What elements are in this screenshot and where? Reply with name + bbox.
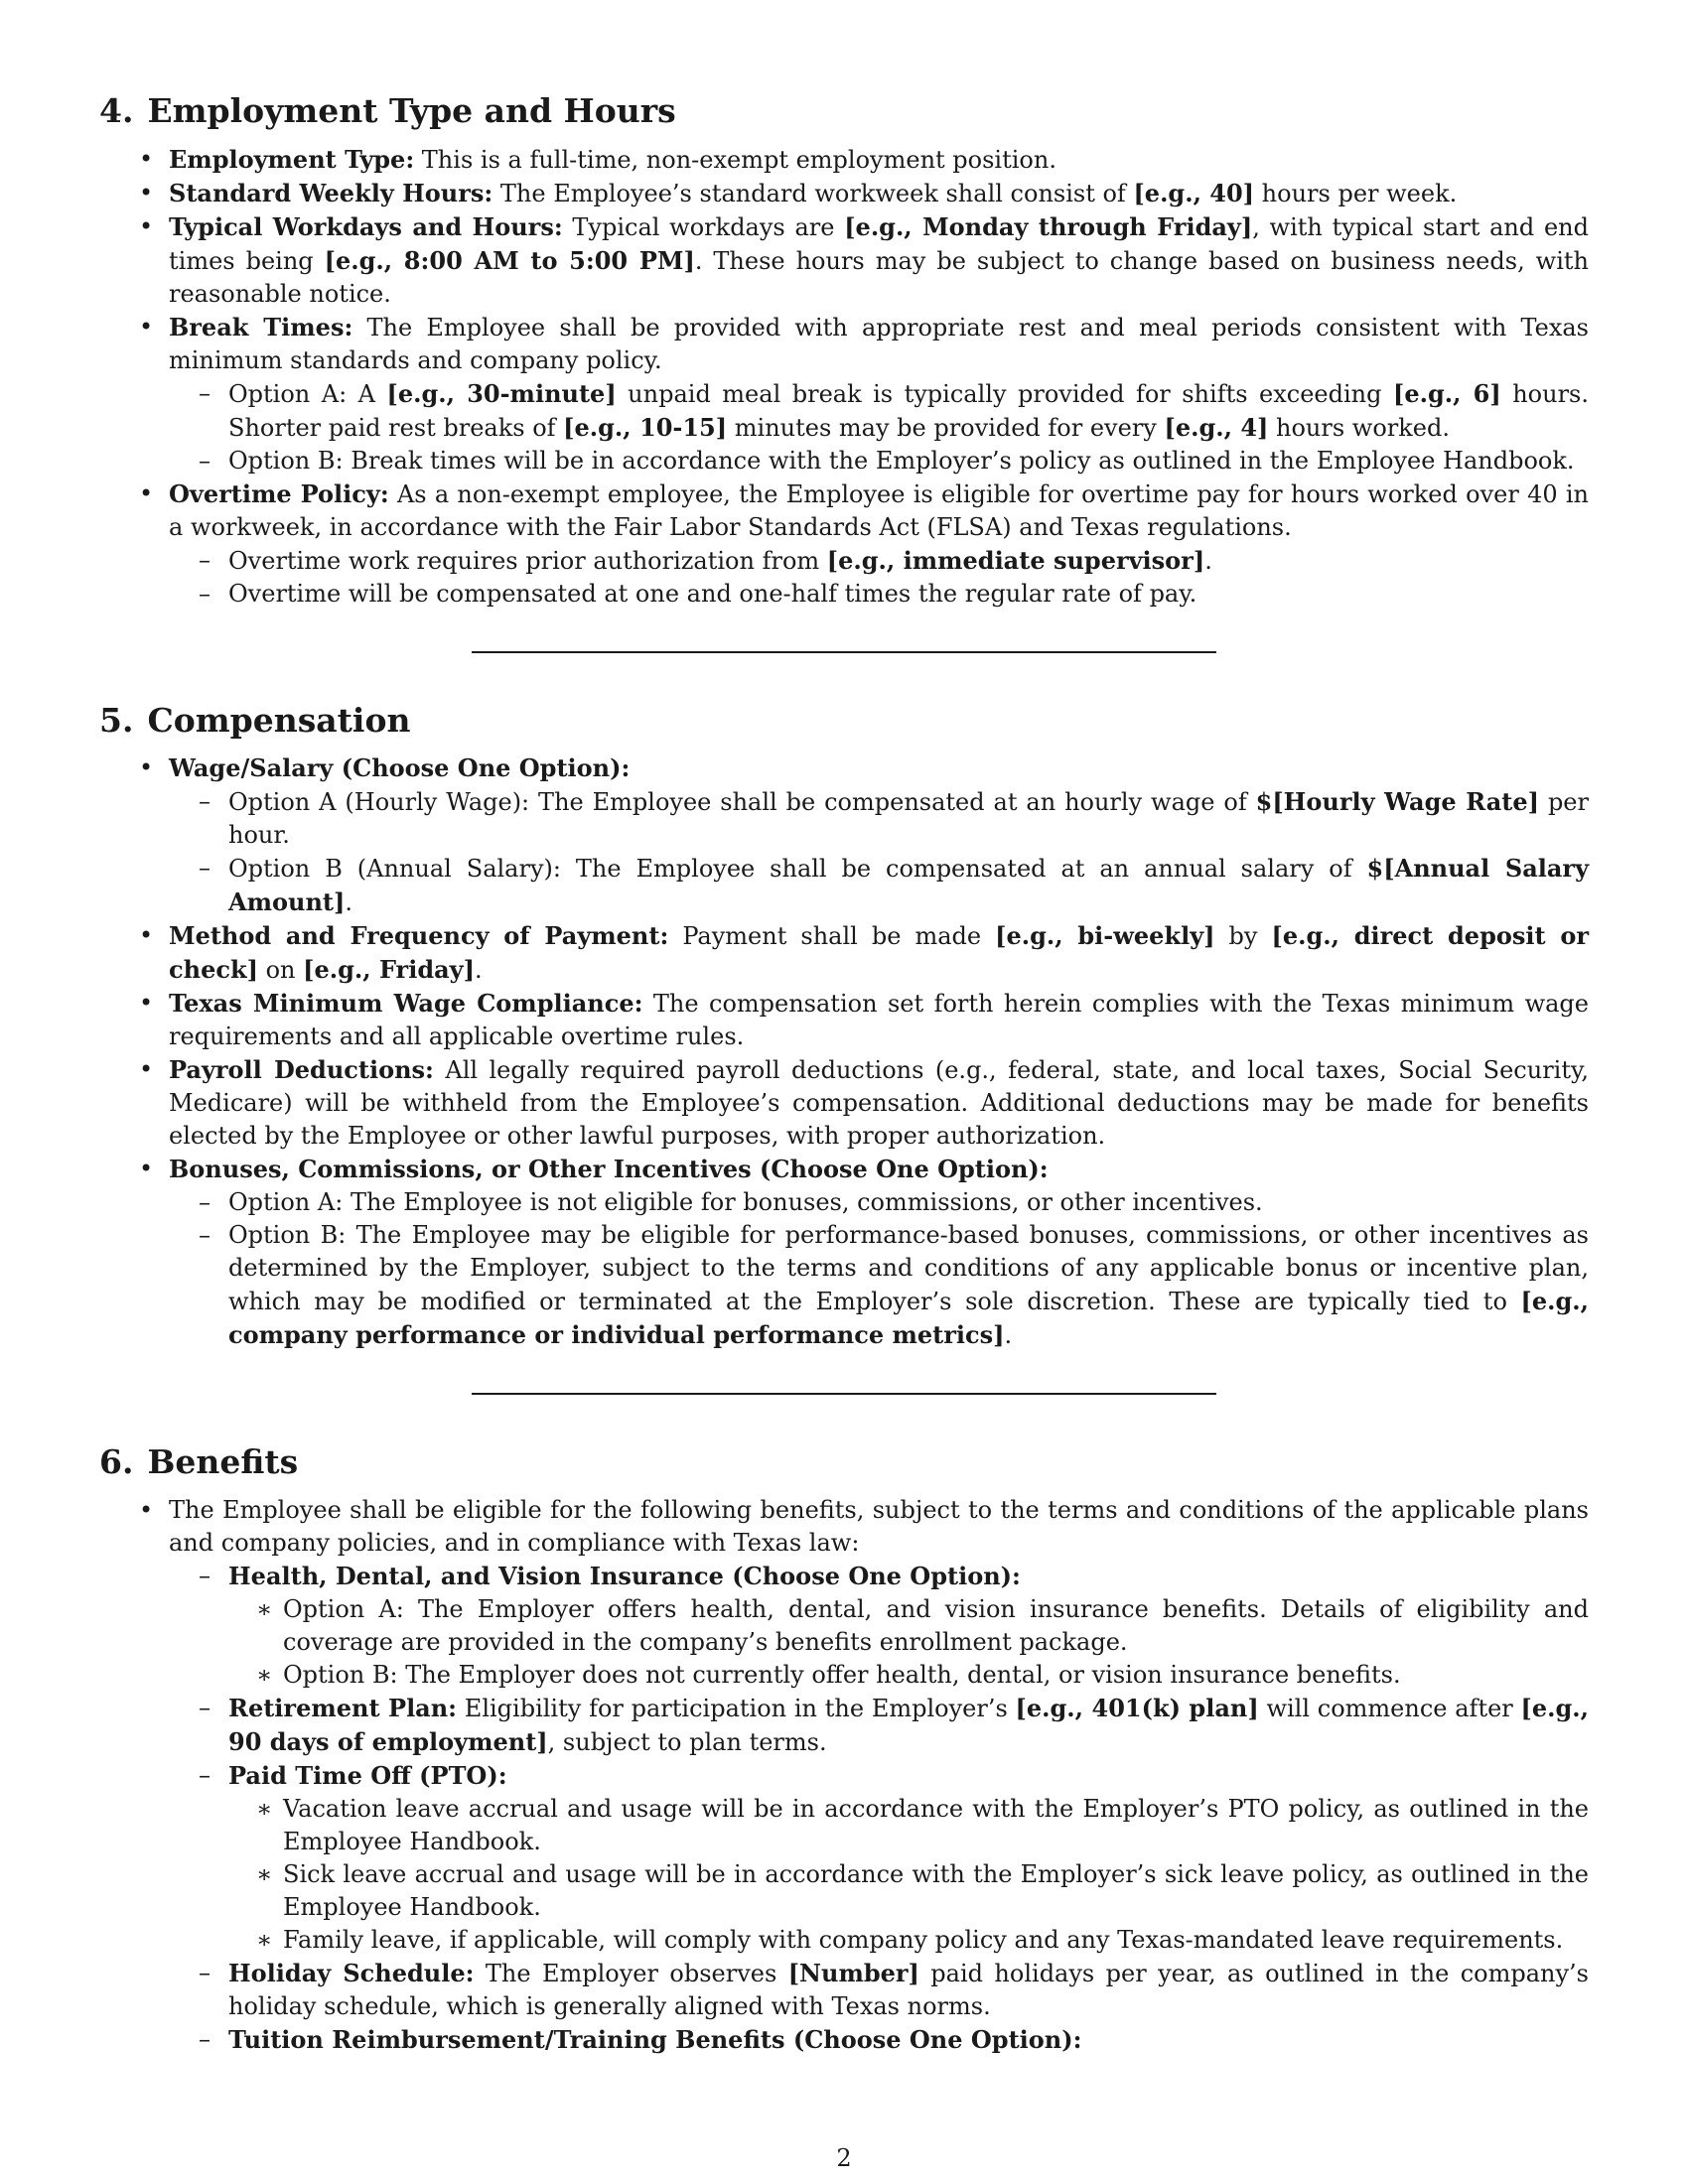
sub-list	[169, 1186, 1589, 1352]
list-item-option-b: – Option B: The Employee may be eligible for performance-based bonuses, commissions, or other incentives as determined by the Employer, subject to the terms and conditions of any applicable bonus or incentive plan, which may be modified or terminated at the Employer’s sole discretion. These are typically tied to [e.g., company performance or individual performance metrics].	[169, 1219, 1589, 1352]
section-divider	[472, 1393, 1216, 1395]
section-benefits	[99, 1442, 1589, 2057]
list-item-wage-salary: • Wage/Salary (Choose One Option): – Option A (Hourly Wage): The Employee shall be compensated at an hourly wage of $[Hourly Wage Rate] per hour. – Option B (Annual Salary): The Employee shall be compensated at an annual salary of $[Annual Salary Amount].	[99, 751, 1589, 919]
list-item-payment-method: • Method and Frequency of Payment: Payment shall be made [e.g., bi-weekly] by [e.g., direct deposit or check] on [e.g., Friday].	[99, 919, 1589, 987]
section-heading	[99, 701, 1589, 741]
list-item-workdays-hours: • Typical Workdays and Hours: Typical workdays are [e.g., Monday through Friday], with typical start and end times being [e.g., 8:00 AM to 5:00 PM]. These hours may be subject to change based on business needs, with reasonable notice.	[99, 210, 1589, 311]
sub-list	[169, 544, 1589, 611]
list-item-health-insurance: – Health, Dental, and Vision Insurance (Choose One Option): ∗ Option A: The Employer offers health, dental, and vision insurance benefits. Details of eligibility and coverage are provided in the company’s benefits enrollment package. ∗ Option B: The Employer does not currently offer health, dental, or vision insurance benefits.	[169, 1560, 1589, 1692]
list-item-employment-type: • Employment Type: This is a full-time, non-exempt employment position.	[99, 143, 1589, 177]
list-item-overtime-rate: – Overtime will be compensated at one and one-half times the regular rate of pay.	[169, 578, 1589, 611]
list-item-break-times: • Break Times: The Employee shall be provided with appropriate rest and meal periods consistent with Texas minimum standards and company policy. – Option A: A [e.g., 30-minute] unpaid meal break is typically provided for shifts exceeding [e.g., 6] hours. Shorter paid rest breaks of [e.g., 10-15] minutes may be provided for every [e.g., 4] hours worked. – Option B: Break times will be in accordance with the Employer’s policy as outlined in the Employee Handbook.	[99, 311, 1589, 478]
section-number: 4.	[99, 91, 134, 130]
list-item-option-b: – Option B: Break times will be in accordance with the Employer’s policy as outlined in the Employee Handbook.	[169, 445, 1589, 478]
list-item-option-a: – Option A (Hourly Wage): The Employee shall be compensated at an hourly wage of $[Hourly Wage Rate] per hour.	[169, 785, 1589, 852]
list-item-pto: – Paid Time Off (PTO): ∗ Vacation leave accrual and usage will be in accordance with the Employer’s PTO policy, as outlined in the Employee Handbook. ∗ Sick leave accrual and usage will be in accordance with the Employer’s sick leave policy, as outlined in the Employee Handbook. ∗ Family leave, if applicable, will comply with company policy and any Texas-mandated leave requirements.	[169, 1759, 1589, 1957]
list-item-benefits-intro: • The Employee shall be eligible for the following benefits, subject to the terms and conditions of the applicable plans and company policies, and in compliance with Texas law: – Health, Dental, and Vision Insurance (Choose One Option): ∗ Option A: The Employer offers health, dental, and vision insurance benefits. Details of eligibility and coverage are provided in the company’s benefits enrollment package. ∗ Option B: The Employer does not currently offer health, dental, or vision insurance benefits. – Retirement Plan: Eligibility for participation in the Employer’s [e.g., 401(k) plan] will commence after [e.g., 90 days of employment], subject to plan terms. – Paid Time Off (PTO): ∗ Vacation leave accrual and usage will be in accordance with the Employer’s PTO policy, as outlined in the Employee Handbook. ∗ Sick leave accrual and usage will be in accordance with the Employer’s sick leave policy, as outlined in the Employee Handbook. ∗ Family leave, if applicable, will comply with company policy and any Texas-mandated leave requirements. – Holiday Schedule: The Employer observes [Number] paid holidays per year, as outlined in the company’s holiday schedule, which is generally aligned with Texas norms. – Tuition Reimbursement/Training Benefits (Choose One Option):	[99, 1494, 1589, 2057]
list-item-option-b: ∗ Option B: The Employer does not currently offer health, dental, or vision insurance benefits.	[228, 1659, 1589, 1692]
document-page	[99, 91, 1589, 2057]
list-item-tuition-reimbursement: – Tuition Reimbursement/Training Benefits (Choose One Option):	[169, 2023, 1589, 2057]
sub-list	[169, 1560, 1589, 2057]
list-item-holiday-schedule: – Holiday Schedule: The Employer observes [Number] paid holidays per year, as outlined in the company’s holiday schedule, which is generally aligned with Texas norms.	[169, 1957, 1589, 2023]
bullet-list	[99, 751, 1589, 1352]
section-title: Compensation	[147, 700, 411, 740]
section-number: 5.	[99, 700, 134, 740]
list-item-option-a: – Option A: A [e.g., 30-minute] unpaid meal break is typically provided for shifts exceeding [e.g., 6] hours. Shorter paid rest breaks of [e.g., 10-15] minutes may be provided for every [e.g., 4] hours worked.	[169, 377, 1589, 445]
page-number: 2	[836, 2144, 852, 2172]
list-item-bonuses: • Bonuses, Commissions, or Other Incentives (Choose One Option): – Option A: The Employee is not eligible for bonuses, commissions, or other incentives. – Option B: The Employee may be eligible for performance-based bonuses, commissions, or other incentives as determined by the Employer, subject to the terms and conditions of any applicable bonus or incentive plan, which may be modified or terminated at the Employer’s sole discretion. These are typically tied to [e.g., company performance or individual performance metrics].	[99, 1153, 1589, 1352]
list-item-sick-leave: ∗ Sick leave accrual and usage will be in accordance with the Employer’s sick leave policy, as outlined in the Employee Handbook.	[228, 1858, 1589, 1924]
section-title: Employment Type and Hours	[147, 91, 676, 130]
list-item-weekly-hours: • Standard Weekly Hours: The Employee’s standard workweek shall consist of [e.g., 40] hours per week.	[99, 177, 1589, 210]
list-item-option-a: ∗ Option A: The Employer offers health, dental, and vision insurance benefits. Details of eligibility and coverage are provided in the company’s benefits enrollment package.	[228, 1593, 1589, 1659]
section-heading	[99, 1442, 1589, 1482]
section-heading	[99, 91, 1589, 131]
list-item-vacation-leave: ∗ Vacation leave accrual and usage will be in accordance with the Employer’s PTO policy, as outlined in the Employee Handbook.	[228, 1793, 1589, 1858]
section-divider	[472, 651, 1216, 653]
section-number: 6.	[99, 1442, 134, 1482]
list-item-minimum-wage: • Texas Minimum Wage Compliance: The compensation set forth herein complies with the Texas minimum wage requirements and all applicable overtime rules.	[99, 987, 1589, 1053]
list-item-payroll-deductions: • Payroll Deductions: All legally required payroll deductions (e.g., federal, state, and local taxes, Social Security, Medicare) will be withheld from the Employee’s compensation. Additional deductions may be made for benefits elected by the Employee or other lawful purposes, with proper authorization.	[99, 1053, 1589, 1153]
sub-list	[169, 785, 1589, 919]
sub-sub-list	[228, 1593, 1589, 1692]
list-item-option-b: – Option B (Annual Salary): The Employee shall be compensated at an annual salary of $[Annual Salary Amount].	[169, 852, 1589, 919]
sub-sub-list	[228, 1793, 1589, 1957]
bullet-list	[99, 143, 1589, 611]
list-item-option-a: – Option A: The Employee is not eligible for bonuses, commissions, or other incentives.	[169, 1186, 1589, 1219]
list-item-family-leave: ∗ Family leave, if applicable, will comply with company policy and any Texas-mandated leave requirements.	[228, 1924, 1589, 1957]
list-item-overtime-authorization: – Overtime work requires prior authorization from [e.g., immediate supervisor].	[169, 544, 1589, 578]
section-title: Benefits	[147, 1442, 299, 1482]
section-compensation	[99, 701, 1589, 1396]
sub-list	[169, 377, 1589, 478]
section-employment-type-hours	[99, 91, 1589, 653]
bullet-list	[99, 1494, 1589, 2057]
list-item-overtime-policy: • Overtime Policy: As a non-exempt employee, the Employee is eligible for overtime pay for hours worked over 40 in a workweek, in accordance with the Fair Labor Standards Act (FLSA) and Texas regulations. – Overtime work requires prior authorization from [e.g., immediate supervisor]. – Overtime will be compensated at one and one-half times the regular rate of pay.	[99, 478, 1589, 611]
list-item-retirement-plan: – Retirement Plan: Eligibility for participation in the Employer’s [e.g., 401(k) plan] will commence after [e.g., 90 days of employment], subject to plan terms.	[169, 1692, 1589, 1759]
